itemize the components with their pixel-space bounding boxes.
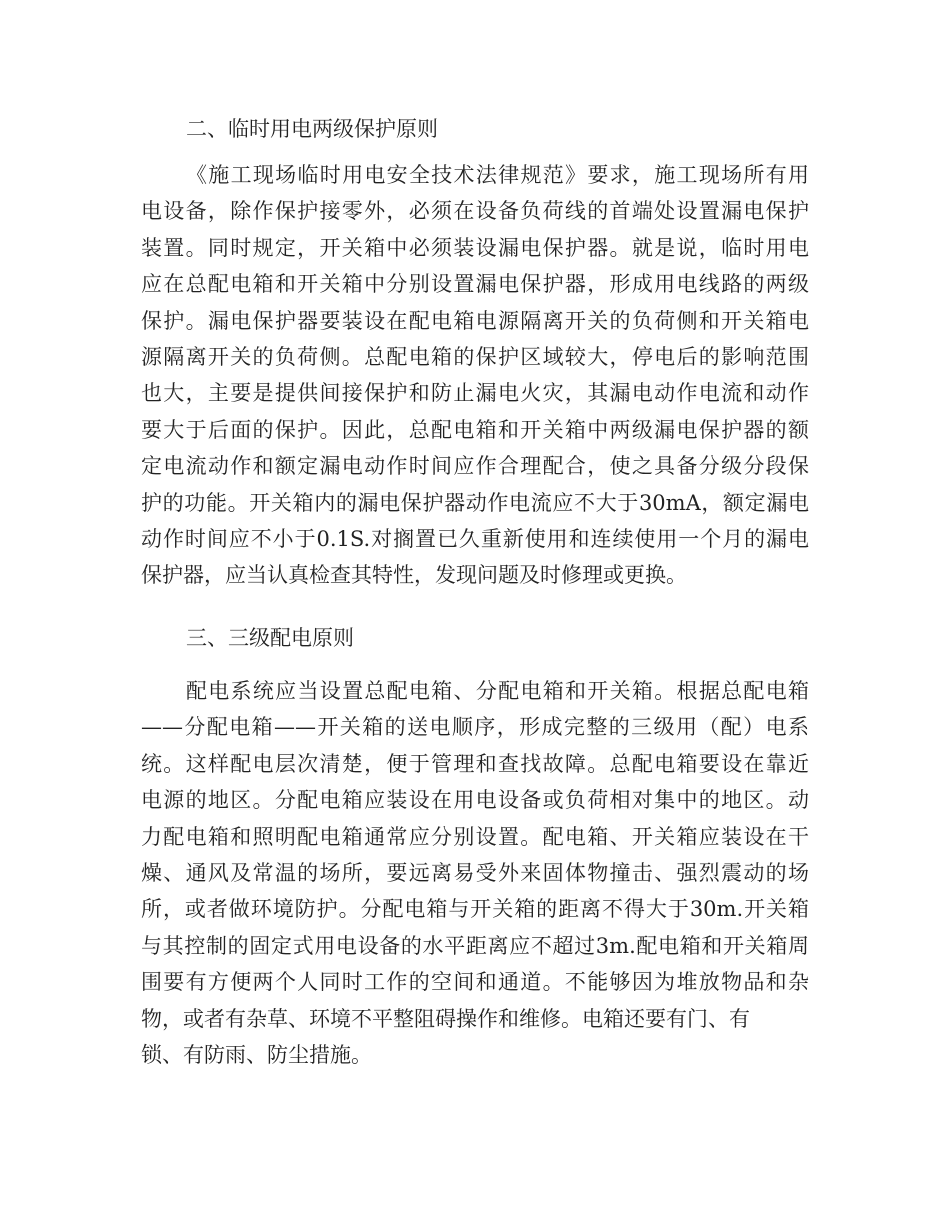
- paragraph-line: ——分配电箱——开关箱的送电顺序，形成完整的三级用（配）电系: [141, 715, 809, 740]
- paragraph-line: 应在总配电箱和开关箱中分别设置漏电保护器，形成用电线路的两级: [141, 272, 809, 297]
- paragraph-line: 《施工现场临时用电安全技术法律规范》要求，施工现场所有用: [186, 163, 809, 187]
- paragraph-line: 要大于后面的保护。因此，总配电箱和开关箱中两级漏电保护器的额: [141, 417, 809, 442]
- paragraph-line: 护的功能。开关箱内的漏电保护器动作电流应不大于30mA，额定漏电: [141, 490, 809, 515]
- paragraph-line: 配电系统应当设置总配电箱、分配电箱和开关箱。根据总配电箱: [186, 679, 809, 703]
- paragraph-line: 燥、通风及常温的场所，要远离易受外来固体物撞击、强烈震动的场: [141, 860, 809, 885]
- paragraph-line: 统。这样配电层次清楚，便于管理和查找故障。总配电箱要设在靠近: [141, 751, 809, 776]
- paragraph-line: 锁、有防雨、防尘措施。: [141, 1042, 372, 1067]
- paragraph-line: 与其控制的固定式用电设备的水平距离应不超过3m.配电箱和开关箱周: [141, 933, 809, 958]
- paragraph-line: 源隔离开关的负荷侧。总配电箱的保护区域较大，停电后的影响范围: [141, 344, 809, 369]
- paragraph-line: 物，或者有杂草、环境不平整阻碍操作和维修。电箱还要有门、有: [141, 1006, 750, 1031]
- paragraph-line: 保护。漏电保护器要装设在配电箱电源隔离开关的负荷侧和开关箱电: [141, 308, 809, 333]
- paragraph-line: 力配电箱和照明配电箱通常应分别设置。配电箱、开关箱应装设在干: [141, 824, 809, 849]
- paragraph-line: 保护器，应当认真检查其特性，发现问题及时修理或更换。: [141, 563, 687, 588]
- paragraph-line: 围要有方便两个人同时工作的空间和通道。不能够因为堆放物品和杂: [141, 970, 809, 995]
- paragraph-line: 定电流动作和额定漏电动作时间应作合理配合，使之具备分级分段保: [141, 454, 809, 479]
- section-2-heading: 二、临时用电两级保护原则: [186, 117, 438, 141]
- section-3-paragraph: [141, 673, 809, 1073]
- paragraph-line: 电源的地区。分配电箱应装设在用电设备或负荷相对集中的地区。动: [141, 788, 809, 813]
- paragraph-line: 所，或者做环境防护。分配电箱与开关箱的距离不得大于30m.开关箱: [141, 897, 809, 922]
- section-2-paragraph: [141, 157, 809, 594]
- paragraph-line: 也大，主要是提供间接保护和防止漏电火灾，其漏电动作电流和动作: [141, 381, 809, 406]
- paragraph-line: 动作时间应不小于0.1S.对搁置已久重新使用和连续使用一个月的漏电: [141, 526, 809, 551]
- paragraph-line: 电设备，除作保护接零外，必须在设备负荷线的首端处设置漏电保护: [141, 199, 809, 224]
- section-3-heading: 三、三级配电原则: [186, 626, 354, 650]
- paragraph-line: 装置。同时规定，开关箱中必须装设漏电保护器。就是说，临时用电: [141, 235, 809, 260]
